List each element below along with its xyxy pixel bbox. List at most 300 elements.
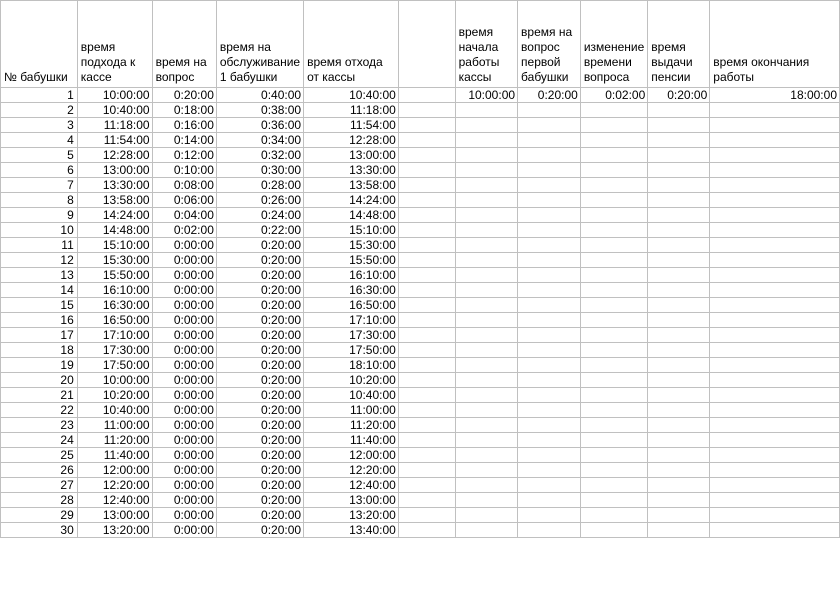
empty-cell[interactable] [518,253,581,268]
empty-cell[interactable] [580,343,647,358]
cell-number[interactable]: 30 [1,523,78,538]
cell-arrival[interactable]: 11:00:00 [77,418,152,433]
cell-arrival[interactable]: 16:10:00 [77,283,152,298]
cell-number[interactable]: 22 [1,403,78,418]
cell-question[interactable]: 0:02:00 [152,223,216,238]
empty-cell[interactable] [518,328,581,343]
empty-cell[interactable] [648,433,710,448]
empty-cell[interactable] [648,493,710,508]
empty-cell[interactable] [398,478,455,493]
cell-arrival[interactable]: 15:10:00 [77,238,152,253]
empty-cell[interactable] [398,1,455,88]
cell-question[interactable]: 0:00:00 [152,448,216,463]
cell-departure[interactable]: 16:30:00 [304,283,399,298]
cell-question[interactable]: 0:10:00 [152,163,216,178]
cell-arrival[interactable]: 12:28:00 [77,148,152,163]
empty-cell[interactable] [518,193,581,208]
empty-cell[interactable] [580,178,647,193]
cell-number[interactable]: 10 [1,223,78,238]
cell-number[interactable]: 25 [1,448,78,463]
empty-cell[interactable] [455,403,517,418]
empty-cell[interactable] [455,418,517,433]
cell-question[interactable]: 0:00:00 [152,283,216,298]
empty-cell[interactable] [398,88,455,103]
cell-question[interactable]: 0:00:00 [152,388,216,403]
cell-service[interactable]: 0:22:00 [216,223,303,238]
cell-question[interactable]: 0:00:00 [152,493,216,508]
empty-cell[interactable] [518,208,581,223]
empty-cell[interactable] [710,298,840,313]
empty-cell[interactable] [580,118,647,133]
empty-cell[interactable] [455,103,517,118]
cell-question[interactable]: 0:16:00 [152,118,216,133]
cell-arrival[interactable]: 14:24:00 [77,208,152,223]
empty-cell[interactable] [398,343,455,358]
empty-cell[interactable] [580,133,647,148]
cell-departure[interactable]: 15:50:00 [304,253,399,268]
empty-cell[interactable] [398,433,455,448]
cell-arrival[interactable]: 13:20:00 [77,523,152,538]
empty-cell[interactable] [648,103,710,118]
cell-question[interactable]: 0:00:00 [152,523,216,538]
empty-cell[interactable] [648,193,710,208]
empty-cell[interactable] [648,328,710,343]
cell-number[interactable]: 28 [1,493,78,508]
cell-departure[interactable]: 13:30:00 [304,163,399,178]
cell-number[interactable]: 1 [1,88,78,103]
cell-arrival[interactable]: 14:48:00 [77,223,152,238]
cell-departure[interactable]: 18:10:00 [304,358,399,373]
header-cell-question-change[interactable]: изменение времени вопроса [580,1,647,88]
empty-cell[interactable] [580,313,647,328]
cell-question[interactable]: 0:00:00 [152,253,216,268]
cell-service[interactable]: 0:20:00 [216,463,303,478]
empty-cell[interactable] [518,163,581,178]
header-cell-service[interactable]: время на обслуживание 1 бабушки [216,1,303,88]
empty-cell[interactable] [518,373,581,388]
cell-question[interactable]: 0:00:00 [152,238,216,253]
empty-cell[interactable] [455,268,517,283]
cell-question[interactable]: 0:00:00 [152,463,216,478]
empty-cell[interactable] [710,418,840,433]
empty-cell[interactable] [398,148,455,163]
empty-cell[interactable] [710,133,840,148]
cell-number[interactable]: 5 [1,148,78,163]
cell-service[interactable]: 0:20:00 [216,298,303,313]
empty-cell[interactable] [398,508,455,523]
empty-cell[interactable] [398,163,455,178]
cell-departure[interactable]: 12:40:00 [304,478,399,493]
cell-service[interactable]: 0:30:00 [216,163,303,178]
empty-cell[interactable] [398,358,455,373]
empty-cell[interactable] [518,268,581,283]
cell-departure[interactable]: 10:20:00 [304,373,399,388]
empty-cell[interactable] [710,403,840,418]
cell-question[interactable]: 0:12:00 [152,148,216,163]
cell-arrival[interactable]: 15:50:00 [77,268,152,283]
cell-number[interactable]: 20 [1,373,78,388]
empty-cell[interactable] [580,433,647,448]
cell-departure[interactable]: 12:28:00 [304,133,399,148]
empty-cell[interactable] [710,523,840,538]
empty-cell[interactable] [580,103,647,118]
empty-cell[interactable] [710,208,840,223]
empty-cell[interactable] [398,283,455,298]
empty-cell[interactable] [518,448,581,463]
empty-cell[interactable] [398,103,455,118]
empty-cell[interactable] [648,448,710,463]
empty-cell[interactable] [648,373,710,388]
cell-number[interactable]: 17 [1,328,78,343]
cell-service[interactable]: 0:24:00 [216,208,303,223]
empty-cell[interactable] [710,373,840,388]
cell-number[interactable]: 12 [1,253,78,268]
empty-cell[interactable] [518,523,581,538]
header-cell-start[interactable]: время начала работы кассы [455,1,517,88]
cell-question[interactable]: 0:06:00 [152,193,216,208]
empty-cell[interactable] [710,193,840,208]
header-cell-departure[interactable]: время отхода от кассы [304,1,399,88]
cell-service[interactable]: 0:38:00 [216,103,303,118]
empty-cell[interactable] [518,508,581,523]
empty-cell[interactable] [455,343,517,358]
cell-departure[interactable]: 16:10:00 [304,268,399,283]
cell-service[interactable]: 0:32:00 [216,148,303,163]
empty-cell[interactable] [580,253,647,268]
cell-service[interactable]: 0:36:00 [216,118,303,133]
empty-cell[interactable] [580,418,647,433]
cell-departure[interactable]: 13:00:00 [304,148,399,163]
cell-number[interactable]: 13 [1,268,78,283]
empty-cell[interactable] [455,388,517,403]
cell-service[interactable]: 0:26:00 [216,193,303,208]
empty-cell[interactable] [518,418,581,433]
empty-cell[interactable] [648,163,710,178]
empty-cell[interactable] [455,463,517,478]
empty-cell[interactable] [648,253,710,268]
empty-cell[interactable] [518,478,581,493]
cell-number[interactable]: 24 [1,433,78,448]
cell-number[interactable]: 3 [1,118,78,133]
empty-cell[interactable] [710,223,840,238]
empty-cell[interactable] [648,358,710,373]
empty-cell[interactable] [518,433,581,448]
cell-number[interactable]: 15 [1,298,78,313]
empty-cell[interactable] [518,283,581,298]
empty-cell[interactable] [580,403,647,418]
empty-cell[interactable] [398,403,455,418]
empty-cell[interactable] [648,343,710,358]
cell-departure[interactable]: 15:10:00 [304,223,399,238]
cell-service[interactable]: 0:20:00 [216,403,303,418]
empty-cell[interactable] [648,208,710,223]
cell-number[interactable]: 16 [1,313,78,328]
empty-cell[interactable] [398,418,455,433]
empty-cell[interactable] [455,328,517,343]
empty-cell[interactable] [710,163,840,178]
empty-cell[interactable] [710,448,840,463]
cell-arrival[interactable]: 12:20:00 [77,478,152,493]
cell-departure[interactable]: 13:20:00 [304,508,399,523]
empty-cell[interactable] [580,523,647,538]
empty-cell[interactable] [710,268,840,283]
empty-cell[interactable] [710,433,840,448]
cell-service[interactable]: 0:20:00 [216,373,303,388]
cell-number[interactable]: 6 [1,163,78,178]
empty-cell[interactable] [648,313,710,328]
cell-departure[interactable]: 13:58:00 [304,178,399,193]
cell-number[interactable]: 11 [1,238,78,253]
empty-cell[interactable] [710,388,840,403]
cell-departure[interactable]: 16:50:00 [304,298,399,313]
empty-cell[interactable] [648,178,710,193]
empty-cell[interactable] [580,478,647,493]
cell-arrival[interactable]: 10:20:00 [77,388,152,403]
empty-cell[interactable] [648,388,710,403]
empty-cell[interactable] [710,178,840,193]
cell-service[interactable]: 0:20:00 [216,523,303,538]
cell-departure[interactable]: 14:24:00 [304,193,399,208]
empty-cell[interactable] [580,328,647,343]
cell-arrival[interactable]: 16:50:00 [77,313,152,328]
cell-departure[interactable]: 11:54:00 [304,118,399,133]
header-cell-question[interactable]: время на вопрос [152,1,216,88]
cell-departure[interactable]: 17:50:00 [304,343,399,358]
empty-cell[interactable] [398,328,455,343]
header-cell-number[interactable]: № бабушки [1,1,78,88]
param-cell-pension[interactable]: 0:20:00 [648,88,710,103]
empty-cell[interactable] [580,298,647,313]
cell-arrival[interactable]: 17:10:00 [77,328,152,343]
cell-question[interactable]: 0:14:00 [152,133,216,148]
empty-cell[interactable] [518,463,581,478]
empty-cell[interactable] [710,118,840,133]
empty-cell[interactable] [455,208,517,223]
empty-cell[interactable] [710,478,840,493]
cell-departure[interactable]: 17:30:00 [304,328,399,343]
empty-cell[interactable] [580,268,647,283]
empty-cell[interactable] [710,238,840,253]
empty-cell[interactable] [455,358,517,373]
cell-arrival[interactable]: 11:40:00 [77,448,152,463]
cell-service[interactable]: 0:40:00 [216,88,303,103]
cell-number[interactable]: 27 [1,478,78,493]
empty-cell[interactable] [580,493,647,508]
empty-cell[interactable] [648,118,710,133]
empty-cell[interactable] [580,508,647,523]
empty-cell[interactable] [648,298,710,313]
cell-departure[interactable]: 13:40:00 [304,523,399,538]
param-cell-start[interactable]: 10:00:00 [455,88,517,103]
empty-cell[interactable] [518,238,581,253]
cell-service[interactable]: 0:20:00 [216,268,303,283]
cell-service[interactable]: 0:20:00 [216,478,303,493]
cell-question[interactable]: 0:00:00 [152,358,216,373]
empty-cell[interactable] [648,508,710,523]
cell-arrival[interactable]: 16:30:00 [77,298,152,313]
cell-service[interactable]: 0:20:00 [216,313,303,328]
cell-number[interactable]: 19 [1,358,78,373]
cell-departure[interactable]: 11:18:00 [304,103,399,118]
empty-cell[interactable] [648,418,710,433]
cell-number[interactable]: 8 [1,193,78,208]
empty-cell[interactable] [398,118,455,133]
empty-cell[interactable] [398,223,455,238]
empty-cell[interactable] [580,223,647,238]
cell-question[interactable]: 0:04:00 [152,208,216,223]
empty-cell[interactable] [580,388,647,403]
empty-cell[interactable] [455,373,517,388]
cell-arrival[interactable]: 11:20:00 [77,433,152,448]
cell-question[interactable]: 0:00:00 [152,433,216,448]
empty-cell[interactable] [518,298,581,313]
cell-number[interactable]: 9 [1,208,78,223]
empty-cell[interactable] [580,448,647,463]
cell-question[interactable]: 0:00:00 [152,373,216,388]
empty-cell[interactable] [710,328,840,343]
cell-question[interactable]: 0:00:00 [152,478,216,493]
empty-cell[interactable] [648,223,710,238]
empty-cell[interactable] [648,403,710,418]
empty-cell[interactable] [648,148,710,163]
empty-cell[interactable] [580,373,647,388]
empty-cell[interactable] [455,478,517,493]
empty-cell[interactable] [455,253,517,268]
empty-cell[interactable] [518,403,581,418]
cell-service[interactable]: 0:20:00 [216,493,303,508]
cell-arrival[interactable]: 17:50:00 [77,358,152,373]
empty-cell[interactable] [710,313,840,328]
cell-service[interactable]: 0:20:00 [216,418,303,433]
empty-cell[interactable] [455,148,517,163]
cell-question[interactable]: 0:00:00 [152,298,216,313]
cell-number[interactable]: 23 [1,418,78,433]
param-cell-question-change[interactable]: 0:02:00 [580,88,647,103]
cell-service[interactable]: 0:20:00 [216,253,303,268]
header-cell-end[interactable]: время окончания работы [710,1,840,88]
cell-arrival[interactable]: 10:40:00 [77,103,152,118]
empty-cell[interactable] [398,523,455,538]
empty-cell[interactable] [455,238,517,253]
empty-cell[interactable] [580,208,647,223]
empty-cell[interactable] [398,313,455,328]
empty-cell[interactable] [710,343,840,358]
empty-cell[interactable] [455,223,517,238]
cell-service[interactable]: 0:20:00 [216,388,303,403]
empty-cell[interactable] [455,523,517,538]
cell-departure[interactable]: 15:30:00 [304,238,399,253]
header-cell-pension[interactable]: время выдачи пенсии [648,1,710,88]
empty-cell[interactable] [710,148,840,163]
cell-question[interactable]: 0:18:00 [152,103,216,118]
empty-cell[interactable] [455,133,517,148]
cell-question[interactable]: 0:00:00 [152,403,216,418]
empty-cell[interactable] [455,433,517,448]
cell-departure[interactable]: 11:40:00 [304,433,399,448]
cell-question[interactable]: 0:00:00 [152,268,216,283]
empty-cell[interactable] [518,493,581,508]
cell-arrival[interactable]: 13:58:00 [77,193,152,208]
empty-cell[interactable] [518,388,581,403]
header-cell-first-question[interactable]: время на вопрос первой бабушки [518,1,581,88]
cell-arrival[interactable]: 10:00:00 [77,373,152,388]
cell-departure[interactable]: 12:00:00 [304,448,399,463]
cell-departure[interactable]: 13:00:00 [304,493,399,508]
empty-cell[interactable] [648,283,710,298]
cell-service[interactable]: 0:20:00 [216,448,303,463]
empty-cell[interactable] [580,238,647,253]
empty-cell[interactable] [710,463,840,478]
empty-cell[interactable] [398,373,455,388]
cell-service[interactable]: 0:34:00 [216,133,303,148]
empty-cell[interactable] [455,448,517,463]
empty-cell[interactable] [580,163,647,178]
empty-cell[interactable] [710,283,840,298]
empty-cell[interactable] [648,268,710,283]
empty-cell[interactable] [398,133,455,148]
cell-question[interactable]: 0:08:00 [152,178,216,193]
empty-cell[interactable] [580,283,647,298]
empty-cell[interactable] [455,313,517,328]
cell-arrival[interactable]: 13:30:00 [77,178,152,193]
empty-cell[interactable] [398,268,455,283]
cell-question[interactable]: 0:20:00 [152,88,216,103]
empty-cell[interactable] [648,463,710,478]
cell-arrival[interactable]: 15:30:00 [77,253,152,268]
empty-cell[interactable] [398,493,455,508]
cell-question[interactable]: 0:00:00 [152,343,216,358]
empty-cell[interactable] [398,193,455,208]
cell-number[interactable]: 2 [1,103,78,118]
cell-number[interactable]: 26 [1,463,78,478]
empty-cell[interactable] [710,508,840,523]
cell-arrival[interactable]: 10:00:00 [77,88,152,103]
cell-arrival[interactable]: 12:00:00 [77,463,152,478]
empty-cell[interactable] [398,298,455,313]
cell-arrival[interactable]: 11:54:00 [77,133,152,148]
empty-cell[interactable] [710,253,840,268]
cell-departure[interactable]: 11:20:00 [304,418,399,433]
cell-number[interactable]: 14 [1,283,78,298]
cell-arrival[interactable]: 13:00:00 [77,508,152,523]
empty-cell[interactable] [518,313,581,328]
empty-cell[interactable] [398,238,455,253]
empty-cell[interactable] [455,508,517,523]
cell-departure[interactable]: 12:20:00 [304,463,399,478]
empty-cell[interactable] [648,523,710,538]
empty-cell[interactable] [398,253,455,268]
header-cell-arrival[interactable]: время подхода к кассе [77,1,152,88]
cell-service[interactable]: 0:20:00 [216,508,303,523]
empty-cell[interactable] [580,193,647,208]
empty-cell[interactable] [518,148,581,163]
cell-arrival[interactable]: 12:40:00 [77,493,152,508]
empty-cell[interactable] [648,238,710,253]
cell-number[interactable]: 29 [1,508,78,523]
cell-number[interactable]: 7 [1,178,78,193]
cell-service[interactable]: 0:20:00 [216,283,303,298]
param-cell-first-question[interactable]: 0:20:00 [518,88,581,103]
cell-arrival[interactable]: 17:30:00 [77,343,152,358]
empty-cell[interactable] [455,493,517,508]
cell-departure[interactable]: 17:10:00 [304,313,399,328]
cell-arrival[interactable]: 10:40:00 [77,403,152,418]
cell-service[interactable]: 0:20:00 [216,343,303,358]
empty-cell[interactable] [518,223,581,238]
empty-cell[interactable] [455,163,517,178]
cell-departure[interactable]: 10:40:00 [304,88,399,103]
empty-cell[interactable] [455,283,517,298]
